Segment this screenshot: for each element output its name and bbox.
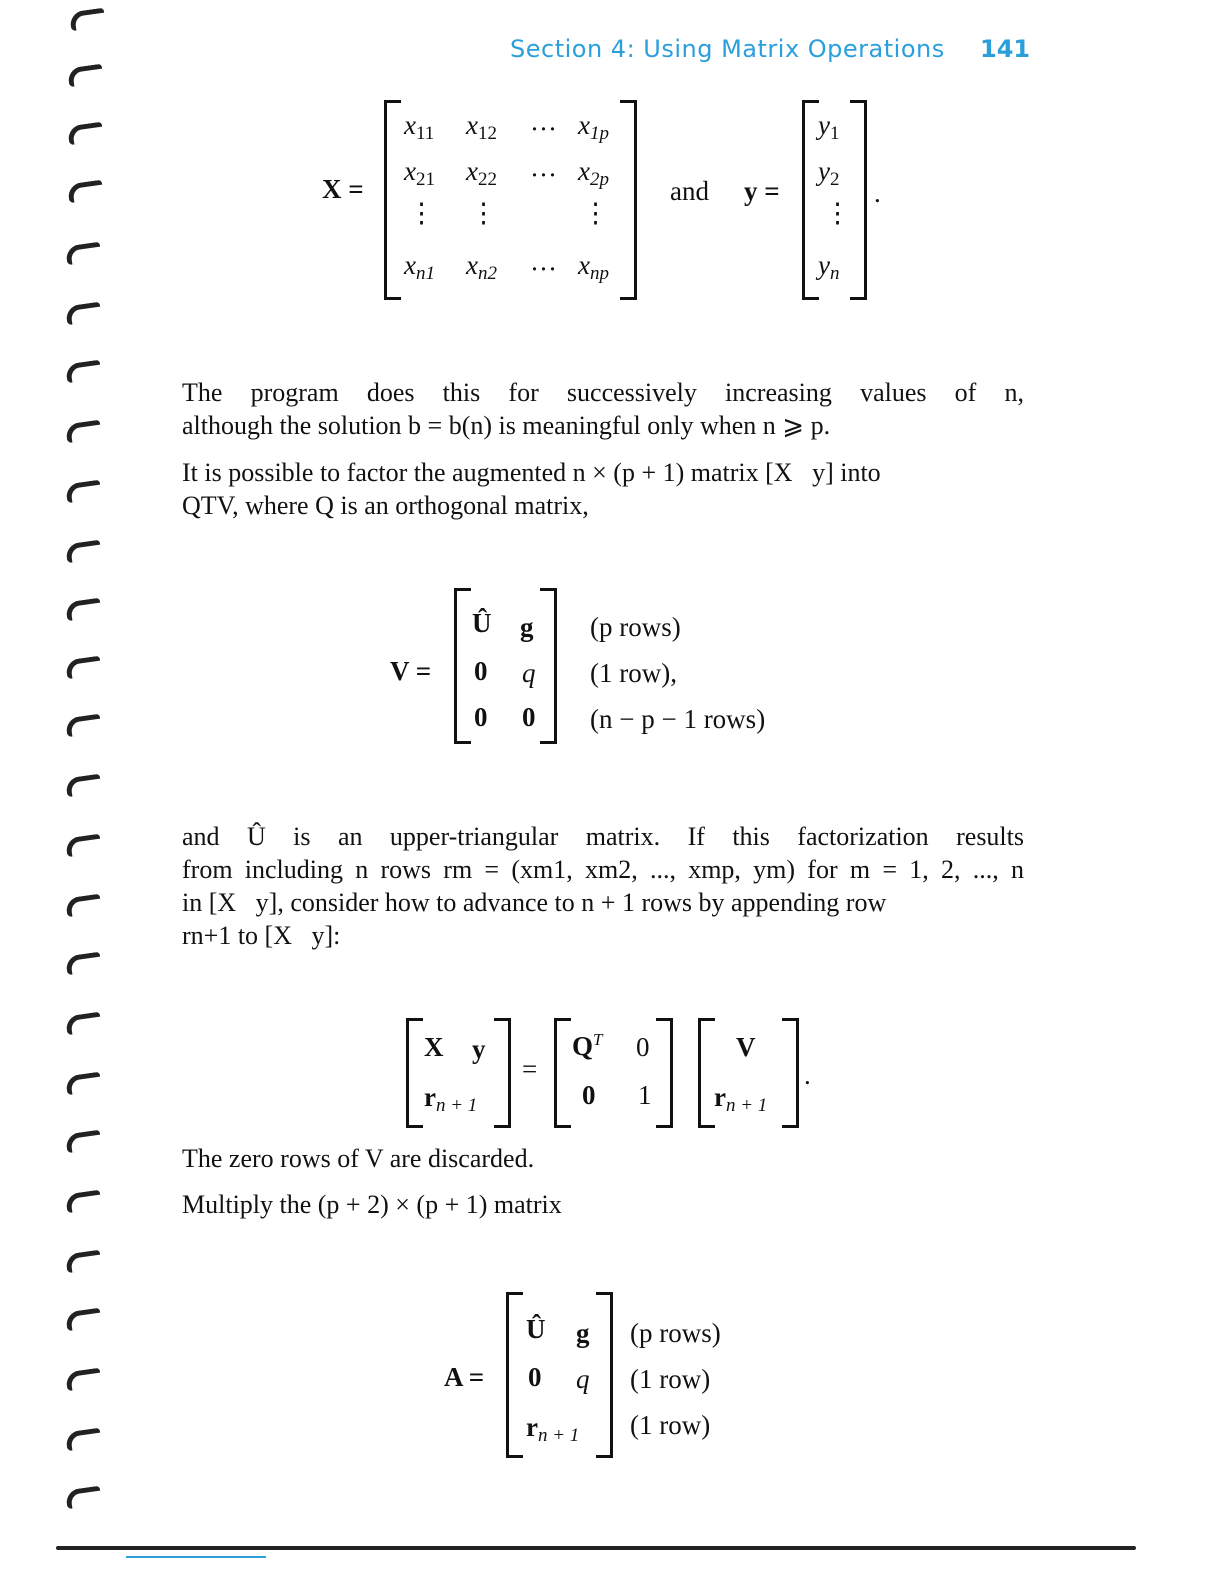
x-vdots: ⋮ — [582, 198, 609, 228]
y-right-bracket — [850, 100, 867, 300]
paragraph-5: Multiply the (p + 2) × (p + 1) matrix — [182, 1190, 562, 1219]
paragraph-4: The zero rows of V are discarded. — [182, 1144, 535, 1173]
x-cell: $x_{21}$ — [404, 156, 435, 190]
binding-ring — [65, 952, 102, 976]
binding-ring — [67, 122, 104, 146]
binding-ring — [65, 1368, 102, 1392]
paragraph-line: rn+1 to [X y]: — [182, 921, 341, 950]
page-number: 141 — [980, 35, 1031, 63]
paragraph-line: in [X y], consider how to advance to n + 1 rows by appending row — [182, 888, 887, 917]
paragraph-line: although the solution b = b(n) is meaningful only when n ⩾ p. — [182, 411, 831, 440]
binding-ring — [65, 1308, 102, 1332]
binding-ring — [65, 360, 102, 384]
binding-ring — [65, 540, 102, 564]
a-cell: q — [576, 1364, 590, 1394]
v-cell: 0 — [474, 702, 488, 732]
right-matrix-left-bracket — [698, 1018, 715, 1128]
block-cell: $r_{n + 1}$ — [714, 1082, 768, 1116]
y-cell: $y_n$ — [818, 250, 840, 284]
equation-period: . — [804, 1060, 811, 1090]
block-cell: $Q^T$ — [572, 1030, 603, 1061]
a-right-bracket — [596, 1292, 613, 1458]
equals-sign: = — [522, 1054, 538, 1084]
x-hdots: ··· — [530, 254, 557, 284]
row-note: (1 row), — [590, 658, 677, 688]
binding-ring — [65, 1428, 102, 1452]
y-left-bracket — [802, 100, 819, 300]
binding-ring — [67, 180, 104, 204]
x-cell: $x_{2p}$ — [578, 156, 609, 190]
binding-ring — [65, 1190, 102, 1214]
binding-ring — [65, 774, 102, 798]
binding-ring — [65, 598, 102, 622]
block-cell: X — [424, 1032, 444, 1062]
mid-matrix-right-bracket — [656, 1018, 673, 1128]
a-left-bracket — [506, 1292, 523, 1458]
binding-ring — [65, 1130, 102, 1154]
paragraph-1 — [182, 376, 1024, 442]
binding-ring — [65, 1072, 102, 1096]
row-note: (p rows) — [590, 612, 681, 642]
a-matrix-label: A = — [444, 1362, 485, 1392]
a-cell: Û — [526, 1314, 546, 1344]
paragraph-line: QTV, where Q is an orthogonal matrix, — [182, 491, 589, 520]
left-matrix-left-bracket — [406, 1018, 423, 1128]
a-cell: $r_{n + 1}$ — [526, 1412, 580, 1446]
x-hdots: ··· — [530, 114, 557, 144]
v-cell: g — [520, 612, 534, 642]
and-word: and — [670, 176, 709, 206]
binding-ring — [65, 656, 102, 680]
v-matrix-label: V = — [390, 656, 432, 686]
binding-ring — [65, 1486, 102, 1510]
row-note: (1 row) — [630, 1364, 711, 1394]
block-cell: 0 — [582, 1080, 596, 1110]
v-right-bracket — [540, 588, 557, 744]
x-cell: $x_{12}$ — [466, 110, 497, 144]
x-cell: $x_{n1}$ — [404, 250, 435, 284]
y-vdots: ⋮ — [824, 198, 851, 228]
row-note: (n − p − 1 rows) — [590, 704, 766, 734]
binding-ring — [65, 242, 102, 266]
running-header: Section 4: Using Matrix Operations — [510, 35, 945, 63]
binding-ring — [65, 420, 102, 444]
page-bottom-edge — [56, 1546, 1136, 1550]
x-cell: $x_{11}$ — [404, 110, 435, 144]
binding-ring — [65, 302, 102, 326]
paragraph-line: from including n rows rm = (xm1, xm2, ..., xmp, ym) for m = 1, 2, ..., n — [182, 855, 1024, 884]
row-note: (p rows) — [630, 1318, 721, 1348]
x-hdots: ··· — [530, 160, 557, 190]
x-cell: $x_{np}$ — [578, 250, 609, 284]
equation-period: . — [874, 178, 881, 208]
x-cell: $x_{n2}$ — [466, 250, 497, 284]
v-cell: q — [522, 658, 536, 688]
x-cell: $x_{22}$ — [466, 156, 497, 190]
paragraph-line: The program does this for successively increasing values of n, — [182, 378, 1024, 407]
page-edge-tab — [126, 1556, 266, 1558]
y-matrix-label: y = — [744, 176, 780, 206]
binding-ring — [65, 1250, 102, 1274]
a-cell: 0 — [528, 1362, 542, 1392]
v-cell: 0 — [474, 656, 488, 686]
right-matrix-right-bracket — [782, 1018, 799, 1128]
binding-ring — [65, 1012, 102, 1036]
paragraph-3 — [182, 820, 1024, 952]
x-vdots: ⋮ — [408, 198, 435, 228]
mid-matrix-left-bracket — [554, 1018, 571, 1128]
block-cell: 1 — [638, 1080, 652, 1110]
binding-ring — [65, 714, 102, 738]
y-cell: $y_2$ — [818, 156, 840, 190]
x-vdots: ⋮ — [470, 198, 497, 228]
x-cell: $x_{1p}$ — [578, 110, 609, 144]
block-cell: $r_{n + 1}$ — [424, 1082, 478, 1116]
block-cell: 0 — [636, 1032, 650, 1062]
paragraph-line: It is possible to factor the augmented n × (p + 1) matrix [X y] into — [182, 458, 881, 487]
binding-ring — [65, 834, 102, 858]
binding-ring — [69, 8, 106, 32]
v-cell: 0 — [522, 702, 536, 732]
y-cell: $y_1$ — [818, 110, 840, 144]
x-matrix-label: X = — [322, 174, 364, 204]
row-note: (1 row) — [630, 1410, 711, 1440]
block-cell: y — [472, 1034, 486, 1064]
x-left-bracket — [384, 100, 401, 300]
block-cell: V — [736, 1032, 756, 1062]
left-matrix-right-bracket — [494, 1018, 511, 1128]
v-cell: Û — [472, 608, 492, 638]
binding-ring — [65, 480, 102, 504]
x-right-bracket — [620, 100, 637, 300]
a-cell: g — [576, 1318, 590, 1348]
paragraph-2 — [182, 456, 1024, 522]
v-left-bracket — [454, 588, 471, 744]
paragraph-line: and Û is an upper-triangular matrix. If this factorization results — [182, 822, 1024, 851]
binding-ring — [65, 894, 102, 918]
binding-ring — [67, 64, 104, 88]
